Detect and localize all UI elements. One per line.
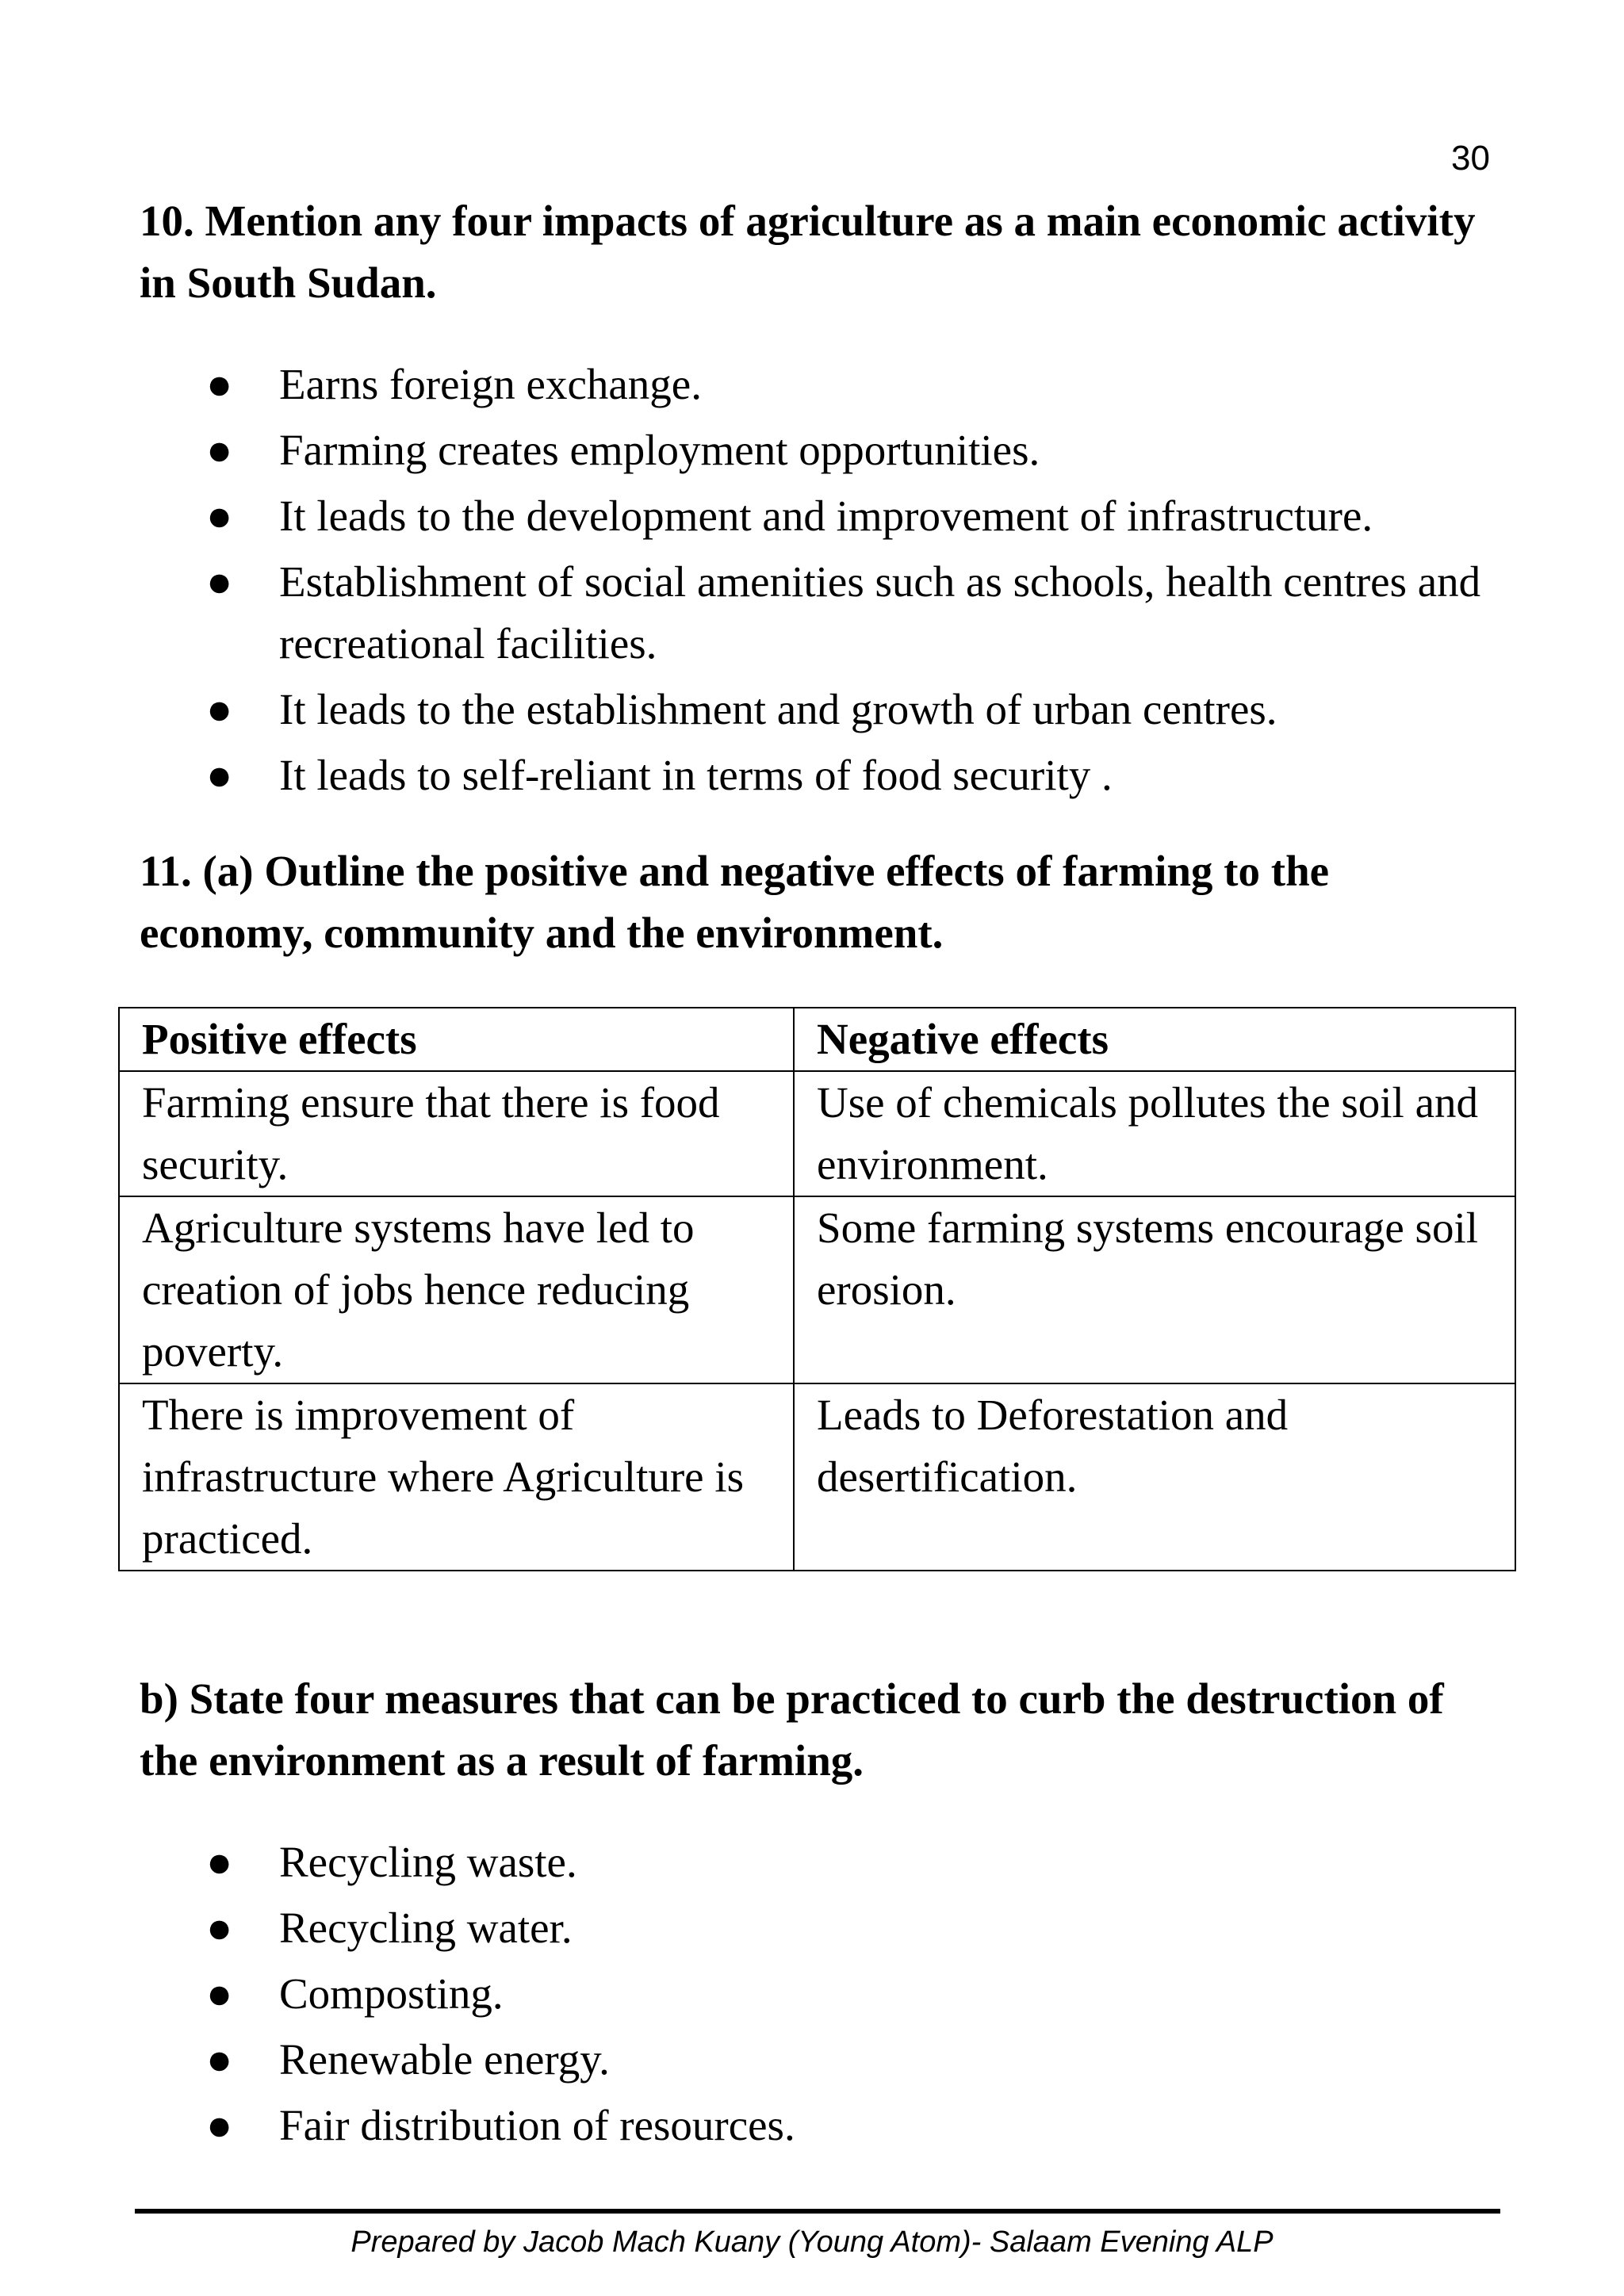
list-item [140, 1831, 1519, 1893]
table-cell-positive: Farming ensure that there is food security. [119, 1071, 794, 1196]
footer-divider [135, 2209, 1500, 2214]
answer-text: Establishment of social amenities such as schools, health centres and recreational facilities. [279, 557, 1481, 668]
bullet-icon: ● [206, 360, 233, 408]
table-row [119, 1071, 1515, 1196]
question-11b-answer-list [140, 1831, 1519, 2160]
page-number: 30 [1451, 139, 1490, 178]
bullet-icon: ● [206, 1904, 233, 1952]
answer-text: Renewable energy. [279, 2035, 610, 2084]
bullet-icon: ● [206, 426, 233, 474]
question-11b: b) State four measures that can be practiced to curb the destruction of the environment as a result of farming. [140, 1674, 1444, 1785]
table-cell-negative: Some farming systems encourage soil erosion. [794, 1196, 1515, 1383]
answer-text: It leads to the development and improvement of infrastructure. [279, 492, 1373, 540]
answer-text: Fair distribution of resources. [279, 2101, 795, 2149]
table-cell-positive: Agriculture systems have led to creation of jobs hence reducing poverty. [119, 1196, 794, 1383]
table-cell-negative: Use of chemicals pollutes the soil and environment. [794, 1071, 1515, 1196]
table-row [119, 1196, 1515, 1383]
bullet-icon: ● [206, 685, 233, 733]
bullet-icon: ● [206, 1838, 233, 1886]
bullet-icon: ● [206, 1969, 233, 2018]
column-header-negative: Negative effects [794, 1008, 1515, 1071]
question-11a: 11. (a) Outline the positive and negative effects of farming to the economy, community and the environment. [140, 847, 1330, 957]
bullet-icon: ● [206, 2035, 233, 2084]
list-item [140, 485, 1519, 547]
answer-text: It leads to the establishment and growth of urban centres. [279, 685, 1277, 733]
column-header-positive: Positive effects [119, 1008, 794, 1071]
list-item [140, 1897, 1519, 1959]
table-cell-negative: Leads to Deforestation and desertification. [794, 1383, 1515, 1571]
bullet-icon: ● [206, 557, 233, 606]
list-item [140, 551, 1519, 675]
list-item [140, 2029, 1519, 2091]
effects-table [118, 1007, 1516, 1571]
answer-text: It leads to self-reliant in terms of food security . [279, 751, 1113, 799]
list-item [140, 419, 1519, 481]
answer-text: Earns foreign exchange. [279, 360, 702, 408]
answer-text: Composting. [279, 1969, 504, 2018]
footer-credit: Prepared by Jacob Mach Kuany (Young Atom)- Salaam Evening ALP [350, 2225, 1274, 2259]
bullet-icon: ● [206, 751, 233, 799]
answer-text: Farming creates employment opportunities. [279, 426, 1040, 474]
list-item [140, 679, 1519, 740]
question-10: 10. Mention any four impacts of agriculture as a main economic activity in South Sudan. [140, 197, 1476, 307]
list-item [140, 744, 1519, 806]
list-item [140, 1963, 1519, 2025]
answer-text: Recycling water. [279, 1904, 573, 1952]
bullet-icon: ● [206, 492, 233, 540]
list-item [140, 2095, 1519, 2156]
question-10-answer-list [140, 354, 1519, 810]
table-cell-positive: There is improvement of infrastructure where Agriculture is practiced. [119, 1383, 794, 1571]
list-item [140, 354, 1519, 415]
table-header-row [119, 1008, 1515, 1071]
answer-text: Recycling waste. [279, 1838, 577, 1886]
table-row [119, 1383, 1515, 1571]
bullet-icon: ● [206, 2101, 233, 2149]
